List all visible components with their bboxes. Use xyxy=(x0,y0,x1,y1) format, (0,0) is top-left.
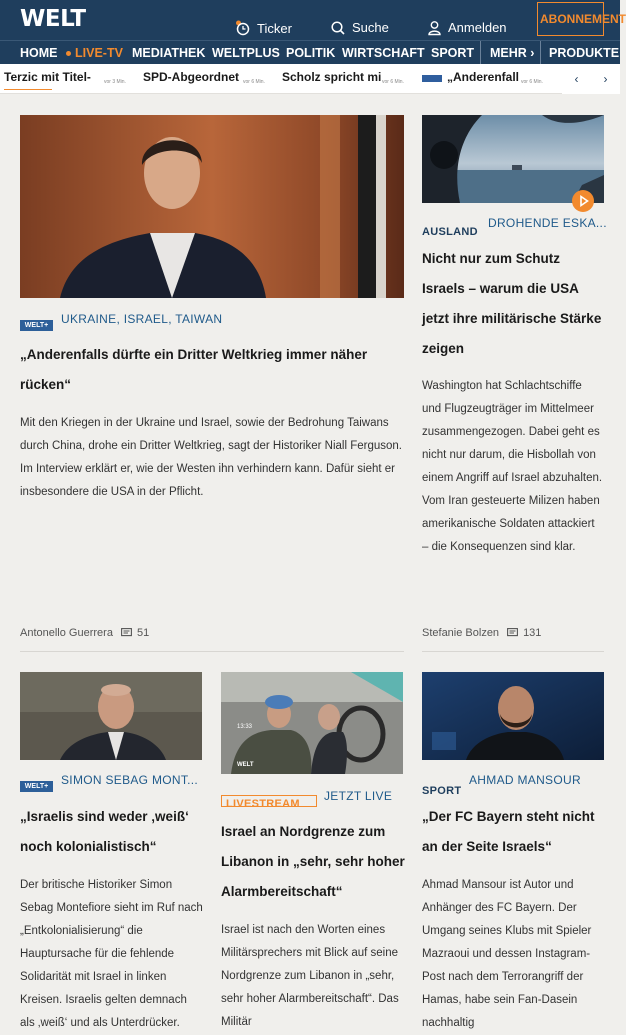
chevron-left-icon[interactable]: ‹ xyxy=(574,72,579,86)
clock-icon xyxy=(236,20,250,36)
login-link[interactable] xyxy=(428,20,507,35)
play-icon xyxy=(572,190,594,212)
chevron-right-icon[interactable]: › xyxy=(603,72,608,86)
article-teaser[interactable]: Washington hat Schlachtschiffe und Flugzeugträger im Mittelmeer zusammengezogen. Dabei geht es nicht nur darum, die Hisbollah von einem Angriff auf Israel abzuhalten. Vom Iran gesteuerte Milizen haben amerikanische Soldaten attackiert – die Konsequenzen sind klar. xyxy=(422,380,603,553)
ticker-item-title[interactable]: SPD-Abgeordnet xyxy=(143,70,239,84)
search-link[interactable] xyxy=(331,20,389,35)
article-image-mansour[interactable] xyxy=(422,672,604,760)
ticker-item-time: vor 3 Min. xyxy=(104,79,126,85)
nav-home[interactable]: HOME xyxy=(20,46,58,60)
livestream-badge[interactable]: LIVESTREAM xyxy=(221,795,317,807)
search-icon xyxy=(331,21,345,35)
ticker-item-title[interactable]: Scholz spricht mi xyxy=(282,70,382,84)
nav-politik[interactable]: POLITIK xyxy=(286,46,336,60)
ticker-item-time: vor 6 Min. xyxy=(521,79,543,85)
ticker-item-time: vor 6 Min. xyxy=(382,79,404,85)
article-image-livestream[interactable] xyxy=(221,672,403,774)
nav-mediathek[interactable]: MEDIATHEK xyxy=(132,46,206,60)
nav-live-tv[interactable] xyxy=(66,46,123,60)
divider xyxy=(422,651,604,652)
ticker-item-title[interactable]: „Anderenfall xyxy=(447,70,520,84)
comment-icon xyxy=(121,628,132,638)
ticker-item-title[interactable]: Terzic mit Titel- xyxy=(4,70,91,84)
article-author[interactable]: Antonello Guerrera xyxy=(20,627,113,639)
news-ticker xyxy=(0,64,620,94)
article-teaser[interactable]: Israel ist nach den Worten eines Militärsprechers mit Blick auf seine Nordgrenze zum Libanon in „sehr, sehr hoher Alarmbereitschaft“. Das Militär xyxy=(221,924,399,1028)
video-channel-label: WELT xyxy=(237,762,254,768)
comment-count-value: 131 xyxy=(523,627,542,639)
header-bar xyxy=(0,0,626,40)
article-image-ferguson[interactable] xyxy=(20,115,404,298)
live-dot-icon xyxy=(66,51,71,56)
ticker-item-time: vor 6 Min. xyxy=(243,79,265,85)
article-meta xyxy=(422,627,541,639)
welt-plus-badge: WELT+ xyxy=(20,320,53,331)
welt-plus-mini-badge xyxy=(422,75,442,82)
article-headline[interactable]: Israel an Nordgrenze zum Libanon in „sehr, sehr hoher Alarmbereitschaft“ xyxy=(221,824,405,899)
divider xyxy=(20,651,404,652)
ticker-link[interactable] xyxy=(236,20,292,36)
article-headline[interactable]: Nicht nur zum Schutz Israels – warum die USA jetzt ihre militärische Stärke zeigen xyxy=(422,251,602,356)
ticker-label: Ticker xyxy=(257,20,292,36)
nav-more[interactable] xyxy=(490,46,534,60)
nav-weltplus[interactable]: WELTPLUS xyxy=(212,46,280,60)
login-label: Anmelden xyxy=(448,20,507,35)
comment-icon xyxy=(507,628,518,638)
article-tags[interactable]: UKRAINE, ISRAEL, TAIWAN xyxy=(61,312,223,326)
ticker-active-indicator xyxy=(4,89,52,90)
article-section[interactable]: SPORT xyxy=(422,785,462,797)
subscribe-button[interactable]: ABONNEMENT xyxy=(537,2,604,36)
nav-live-tv-label: LIVE-TV xyxy=(75,46,123,60)
nav-sport[interactable]: SPORT xyxy=(431,46,475,60)
article-meta xyxy=(20,627,149,639)
article-tags[interactable]: AHMAD MANSOUR xyxy=(469,773,581,787)
article-tags[interactable]: DROHENDE ESKA... xyxy=(488,216,607,230)
ticker-nav xyxy=(562,64,620,94)
article-author[interactable]: Stefanie Bolzen xyxy=(422,627,500,639)
nav-products[interactable]: PRODUKTE xyxy=(549,46,620,60)
video-play-button[interactable] xyxy=(572,190,594,212)
comment-count[interactable] xyxy=(507,627,541,639)
main-nav xyxy=(0,40,620,64)
article-section[interactable]: AUSLAND xyxy=(422,226,478,238)
nav-divider xyxy=(540,41,541,65)
nav-wirtschaft[interactable]: WIRTSCHAFT xyxy=(342,46,425,60)
article-teaser[interactable]: Der britische Historiker Simon Sebag Montefiore sieht im Ruf nach „Entkolonialisierung“ die Hauptursache für die fehlende Solidarität mit Israel in linken Kreisen. Israelis gelten demnach als ‚weiß‘ und als Unterdrücker. xyxy=(20,879,203,1029)
welt-logo[interactable]: WELT xyxy=(20,6,86,32)
article-teaser[interactable]: Ahmad Mansour ist Autor und Anhänger des FC Bayern. Der Umgang seines Klubs mit Spieler Mazraoui und dessen Instagram-Post nach dem Terrorangriff der Hamas, habe sein Fan-Dasein nachhaltig xyxy=(422,879,592,1029)
article-headline[interactable]: „Israelis sind weder ‚weiß‘ noch kolonialistisch“ xyxy=(20,809,189,854)
article-teaser[interactable]: Mit den Kriegen in der Ukraine und Israel, sowie der Bedrohung Taiwans durch China, drohe ein Dritter Weltkrieg, sagt der Historiker Niall Ferguson. Im Interview erklärt er, wie der Westen ihn verhindern kann. Dafür sieht er insbesondere die USA in der Pflicht. xyxy=(20,417,402,498)
search-label: Suche xyxy=(352,20,389,35)
nav-divider xyxy=(480,41,481,65)
article-tags[interactable]: JETZT LIVE xyxy=(324,789,393,803)
article-headline[interactable]: „Anderenfalls dürfte ein Dritter Weltkrieg immer näher rücken“ xyxy=(20,347,368,392)
article-image-montefiore[interactable] xyxy=(20,672,202,760)
welt-plus-badge: WELT+ xyxy=(20,781,53,792)
video-time-label: 13:33 xyxy=(237,724,253,730)
article-headline[interactable]: „Der FC Bayern steht nicht an der Seite Israels“ xyxy=(422,809,595,854)
nav-more-label: MEHR xyxy=(490,46,527,60)
user-icon xyxy=(428,21,441,35)
comment-count-value: 51 xyxy=(136,627,150,639)
chevron-right-icon: › xyxy=(530,46,535,60)
comment-count[interactable] xyxy=(121,627,149,639)
article-tags[interactable]: SIMON SEBAG MONT... xyxy=(61,773,199,787)
